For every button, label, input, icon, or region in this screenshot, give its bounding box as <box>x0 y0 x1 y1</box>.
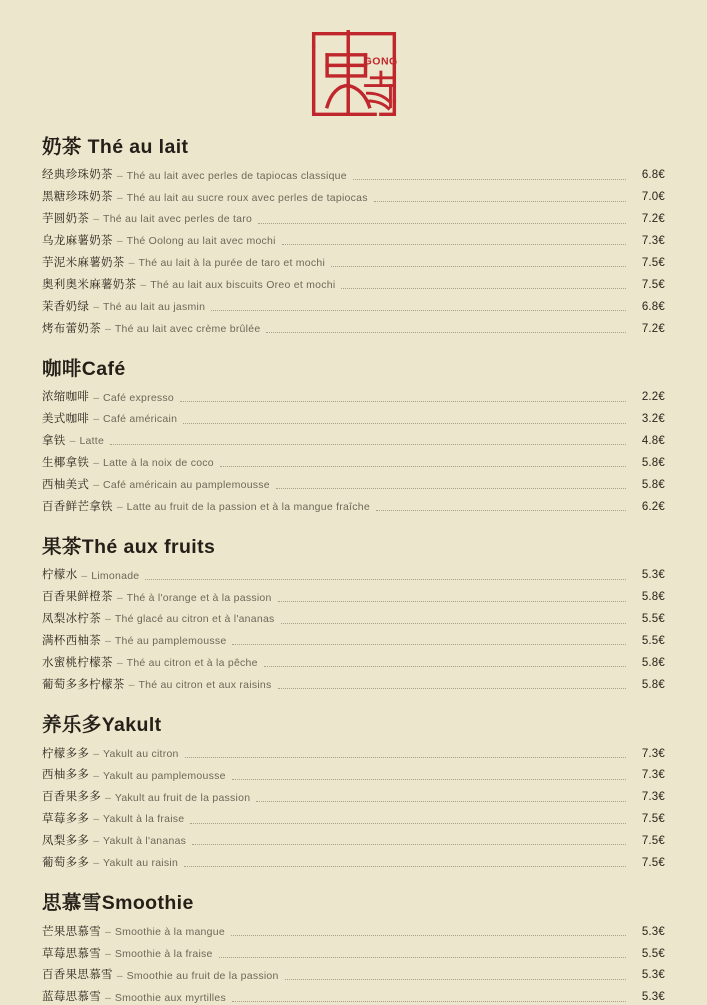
item-name-cn: 乌龙麻薯奶茶 <box>42 235 113 248</box>
dotted-leader <box>264 665 626 667</box>
item-description-fr: Thé au lait à la purée de taro et mochi <box>138 257 326 270</box>
item-separator-dash: – <box>116 500 123 513</box>
dotted-leader <box>184 865 626 867</box>
item-name-cn: 蓝莓思慕雪 <box>42 991 101 1004</box>
item-separator-dash: – <box>105 322 111 335</box>
menu-item-row[interactable] <box>42 456 665 470</box>
menu-item-row[interactable] <box>42 568 665 582</box>
menu-item-row[interactable] <box>42 168 665 182</box>
item-price: 7.5€ <box>641 278 665 291</box>
dotted-leader <box>258 222 626 224</box>
item-description-fr: Smoothie à la mangue <box>114 925 225 938</box>
item-price: 5.8€ <box>641 456 665 469</box>
dotted-leader <box>183 422 626 424</box>
item-separator-dash: – <box>116 969 123 982</box>
item-name-cn: 芒果思慕雪 <box>42 925 101 938</box>
item-price: 5.3€ <box>641 569 665 582</box>
menu-item-row[interactable] <box>42 678 665 692</box>
dotted-leader <box>185 756 626 758</box>
menu-item-row[interactable] <box>42 278 665 292</box>
item-price: 5.3€ <box>641 925 665 938</box>
menu-item-row[interactable] <box>42 300 665 314</box>
section-heading: 养乐多Yakult <box>42 714 162 737</box>
menu-section <box>42 536 665 692</box>
item-price: 7.3€ <box>641 747 665 760</box>
item-name-cn: 柠檬水 <box>42 569 78 582</box>
item-name-cn: 柠檬多多 <box>42 747 90 760</box>
item-separator-dash: – <box>128 257 135 270</box>
dotted-leader <box>232 778 626 780</box>
menu-item-row[interactable] <box>42 212 665 226</box>
item-separator-dash: – <box>116 169 123 182</box>
item-description-fr: Thé au lait avec perles de tapiocas classique <box>126 169 347 182</box>
item-description-fr: Thé au lait au jasmin <box>103 300 206 313</box>
dotted-leader <box>232 643 626 645</box>
dotted-leader <box>219 956 626 958</box>
menu-item-row[interactable] <box>42 747 665 761</box>
item-separator-dash: – <box>69 435 76 448</box>
menu-item-row[interactable] <box>42 812 665 826</box>
menu-item-row[interactable] <box>42 412 665 426</box>
menu-item-row[interactable] <box>42 478 665 492</box>
item-name-cn: 百香果鲜橙茶 <box>42 591 113 604</box>
section-heading: 果茶Thé aux fruits <box>42 536 216 559</box>
dotted-leader <box>180 400 626 402</box>
dotted-leader <box>353 178 626 180</box>
item-description-fr: Café américain <box>103 413 178 426</box>
item-separator-dash: – <box>128 679 135 692</box>
item-price: 4.8€ <box>641 435 665 448</box>
menu-item-row[interactable] <box>42 834 665 848</box>
item-price: 7.5€ <box>641 856 665 869</box>
item-price: 5.5€ <box>641 635 665 648</box>
item-price: 5.8€ <box>641 678 665 691</box>
item-name-cn: 凤梨多多 <box>42 835 90 848</box>
item-separator-dash: – <box>93 769 100 782</box>
item-name-cn: 西柚美式 <box>42 478 90 491</box>
item-price: 5.8€ <box>641 478 665 491</box>
menu-section <box>42 892 665 1004</box>
item-price: 7.2€ <box>641 322 665 335</box>
item-price: 7.3€ <box>641 791 665 804</box>
item-description-fr: Smoothie à la fraise <box>114 947 213 960</box>
item-description-fr: Latte à la noix de coco <box>103 457 214 470</box>
item-price: 7.5€ <box>641 256 665 269</box>
item-separator-dash: – <box>116 191 123 204</box>
item-description-fr: Yakult à la fraise <box>103 813 185 826</box>
dotted-leader <box>110 443 626 445</box>
menu-item-row[interactable] <box>42 856 665 870</box>
item-separator-dash: – <box>105 791 111 804</box>
item-price: 5.5€ <box>641 947 665 960</box>
menu-item-row[interactable] <box>42 947 665 961</box>
item-separator-dash: – <box>93 813 100 826</box>
menu-item-row[interactable] <box>42 234 665 248</box>
item-price: 6.8€ <box>641 169 665 182</box>
item-description-fr: Yakult à l'ananas <box>103 835 187 848</box>
item-name-cn: 奥利奥米麻薯奶茶 <box>42 278 137 291</box>
item-separator-dash: – <box>105 635 111 648</box>
item-separator-dash: – <box>93 747 100 760</box>
item-separator-dash: – <box>105 613 111 626</box>
item-separator-dash: – <box>93 213 100 226</box>
item-price: 7.3€ <box>641 235 665 248</box>
item-description-fr: Thé au lait aux biscuits Oreo et mochi <box>150 279 336 292</box>
item-description-fr: Yakult au fruit de la passion <box>114 791 251 804</box>
item-separator-dash: – <box>105 925 111 938</box>
gong-cha-seal-logo <box>306 26 402 122</box>
item-name-cn: 百香果多多 <box>42 791 101 804</box>
dotted-leader <box>266 331 626 333</box>
dotted-leader <box>231 934 626 936</box>
item-name-cn: 草莓多多 <box>42 813 90 826</box>
dotted-leader <box>281 622 626 624</box>
item-price: 7.2€ <box>641 213 665 226</box>
item-description-fr: Latte au fruit de la passion et à la mangue fraîche <box>126 500 370 513</box>
menu-item-row[interactable] <box>42 322 665 336</box>
item-description-fr: Yakult au raisin <box>103 857 179 870</box>
item-separator-dash: – <box>105 991 111 1004</box>
item-price: 2.2€ <box>641 391 665 404</box>
item-name-cn: 美式咖啡 <box>42 413 90 426</box>
menu-item-row[interactable] <box>42 790 665 804</box>
item-description-fr: Thé glacé au citron et à l'ananas <box>114 613 275 626</box>
item-price: 5.8€ <box>641 656 665 669</box>
item-price: 5.3€ <box>641 969 665 982</box>
item-separator-dash: – <box>93 391 100 404</box>
menu-item-row[interactable] <box>42 434 665 448</box>
item-description-fr: Yakult au citron <box>103 747 179 760</box>
item-name-cn: 葡萄多多柠檬茶 <box>42 678 125 691</box>
section-heading: 奶茶 Thé au lait <box>42 136 189 158</box>
item-separator-dash: – <box>93 300 100 313</box>
item-description-fr: Thé Oolong au lait avec mochi <box>126 235 276 248</box>
item-price: 3.2€ <box>641 413 665 426</box>
item-name-cn: 黑糖珍珠奶茶 <box>42 191 113 204</box>
menu-item-row[interactable] <box>42 256 665 270</box>
item-name-cn: 茉香奶绿 <box>42 300 90 313</box>
item-separator-dash: – <box>81 569 88 582</box>
item-price: 7.5€ <box>641 835 665 848</box>
item-description-fr: Thé au citron et aux raisins <box>138 679 272 692</box>
dotted-leader <box>376 509 626 511</box>
dotted-leader <box>190 822 626 824</box>
item-description-fr: Yakult au pamplemousse <box>103 769 226 782</box>
menu-item-row[interactable] <box>42 590 665 604</box>
item-name-cn: 芋泥米麻薯奶茶 <box>42 256 125 269</box>
item-name-cn: 生椰拿铁 <box>42 456 90 469</box>
menu-item-row[interactable] <box>42 190 665 204</box>
item-separator-dash: – <box>116 235 123 248</box>
dotted-leader <box>278 600 626 602</box>
item-price: 6.2€ <box>641 500 665 513</box>
section-heading: 咖啡Café <box>42 357 126 380</box>
item-description-fr: Thé à l'orange et à la passion <box>126 591 272 604</box>
menu-section <box>42 714 665 870</box>
menu-section <box>42 136 665 336</box>
dotted-leader <box>232 1000 626 1002</box>
menu-item-row[interactable] <box>42 768 665 782</box>
menu-item-row[interactable] <box>42 656 665 670</box>
dotted-leader <box>145 578 626 580</box>
dotted-leader <box>278 687 626 689</box>
dotted-leader <box>331 265 626 267</box>
dotted-leader <box>285 978 626 980</box>
item-separator-dash: – <box>116 657 123 670</box>
item-name-cn: 芋圆奶茶 <box>42 213 90 226</box>
dotted-leader <box>220 465 626 467</box>
item-separator-dash: – <box>93 413 100 426</box>
dotted-leader <box>211 309 626 311</box>
menu-item-row[interactable] <box>42 925 665 939</box>
menu-item-row[interactable] <box>42 500 665 514</box>
item-name-cn: 水蜜桃柠檬茶 <box>42 656 113 669</box>
dotted-leader <box>192 843 626 845</box>
dotted-leader <box>276 487 626 489</box>
item-name-cn: 烤布蕾奶茶 <box>42 322 101 335</box>
menu-item-row[interactable] <box>42 968 665 982</box>
item-description-fr: Smoothie au fruit de la passion <box>126 969 279 982</box>
section-heading: 思慕雪Smoothie <box>42 892 194 915</box>
item-name-cn: 西柚多多 <box>42 769 90 782</box>
logo-area <box>0 0 707 122</box>
item-description-fr: Thé au lait avec crème brûlée <box>114 322 261 335</box>
item-name-cn: 满杯西柚茶 <box>42 635 101 648</box>
item-name-cn: 凤梨冰柠茶 <box>42 613 101 626</box>
dotted-leader <box>341 287 626 289</box>
dotted-leader <box>374 200 626 202</box>
dotted-leader <box>282 243 626 245</box>
item-name-cn: 百香果思慕雪 <box>42 969 113 982</box>
item-separator-dash: – <box>116 591 123 604</box>
logo-wordmark: GONG <box>363 55 398 68</box>
menu-sections <box>0 122 707 1005</box>
menu-item-row[interactable] <box>42 390 665 404</box>
item-name-cn: 草莓思慕雪 <box>42 947 101 960</box>
item-separator-dash: – <box>93 457 100 470</box>
item-separator-dash: – <box>140 279 147 292</box>
item-description-fr: Thé au lait au sucre roux avec perles de tapiocas <box>126 191 368 204</box>
item-separator-dash: – <box>93 835 100 848</box>
item-description-fr: Café américain au pamplemousse <box>103 479 270 492</box>
item-price: 7.0€ <box>641 191 665 204</box>
dotted-leader <box>256 800 626 802</box>
item-description-fr: Limonade <box>91 569 140 582</box>
item-name-cn: 百香鲜芒拿铁 <box>42 500 113 513</box>
item-price: 5.8€ <box>641 591 665 604</box>
menu-item-row[interactable] <box>42 612 665 626</box>
item-description-fr: Thé au pamplemousse <box>114 635 227 648</box>
item-description-fr: Thé au citron et à la pêche <box>126 657 258 670</box>
menu-item-row[interactable] <box>42 990 665 1004</box>
item-price: 7.3€ <box>641 769 665 782</box>
item-description-fr: Thé au lait avec perles de taro <box>103 213 253 226</box>
item-name-cn: 葡萄多多 <box>42 856 90 869</box>
item-separator-dash: – <box>93 479 100 492</box>
item-price: 7.5€ <box>641 813 665 826</box>
item-name-cn: 经典珍珠奶茶 <box>42 169 113 182</box>
item-name-cn: 拿铁 <box>42 435 66 448</box>
item-separator-dash: – <box>105 947 111 960</box>
menu-section <box>42 358 665 514</box>
item-price: 5.5€ <box>641 613 665 626</box>
item-separator-dash: – <box>93 857 100 870</box>
item-price: 5.3€ <box>641 991 665 1004</box>
menu-item-row[interactable] <box>42 634 665 648</box>
item-name-cn: 浓缩咖啡 <box>42 391 90 404</box>
item-description-fr: Café expresso <box>103 391 174 404</box>
item-price: 6.8€ <box>641 300 665 313</box>
item-description-fr: Latte <box>79 435 105 448</box>
item-description-fr: Smoothie aux myrtilles <box>114 991 226 1004</box>
